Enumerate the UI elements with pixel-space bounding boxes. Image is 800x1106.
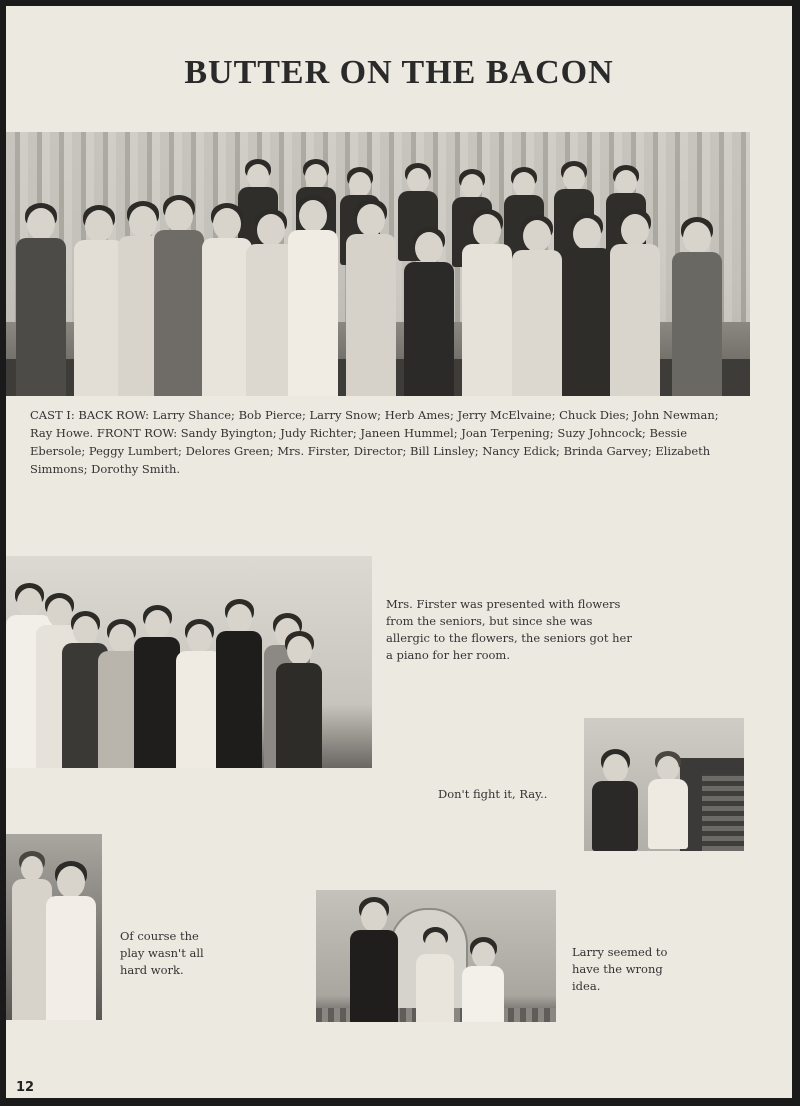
- ray-caption: Don't fight it, Ray..: [438, 787, 548, 801]
- hard-work-caption: Of course the play wasn't all hard work.: [120, 929, 204, 977]
- page-number: 12: [16, 1080, 35, 1095]
- flowers-caption: Mrs. Firster was presented with flowers from the seniors, but since she was allergic to the flowers, the seniors got her a piano for her room.: [386, 597, 632, 662]
- presentation-photo: [6, 556, 372, 768]
- cast-caption: CAST I: BACK ROW: Larry Shance; Bob Pierce; Larry Snow; Herb Ames; Jerry McElvaine; Chuck Dies; John Newman; Ray Howe. FRONT ROW: Sandy Byington; Judy Richter; Janeen Hummel; Joan Terpening; Suzy Johncock; Bessie Ebersole; Peggy Lumbert; Delores Green; Mrs. Firster, Director; Bill Linsley; Nancy Edick; Brinda Garvey; Elizabeth Simmons; Dorothy Smith.: [30, 408, 719, 476]
- ray-photo: [584, 718, 744, 851]
- larry-caption: Larry seemed to have the wrong idea.: [572, 945, 668, 993]
- cast-group-photo: [6, 132, 750, 396]
- yearbook-page: [6, 6, 792, 1098]
- hard-work-photo: [6, 834, 102, 1020]
- larry-photo: [316, 890, 556, 1022]
- page-title: BUTTER ON THE BACON: [184, 54, 614, 91]
